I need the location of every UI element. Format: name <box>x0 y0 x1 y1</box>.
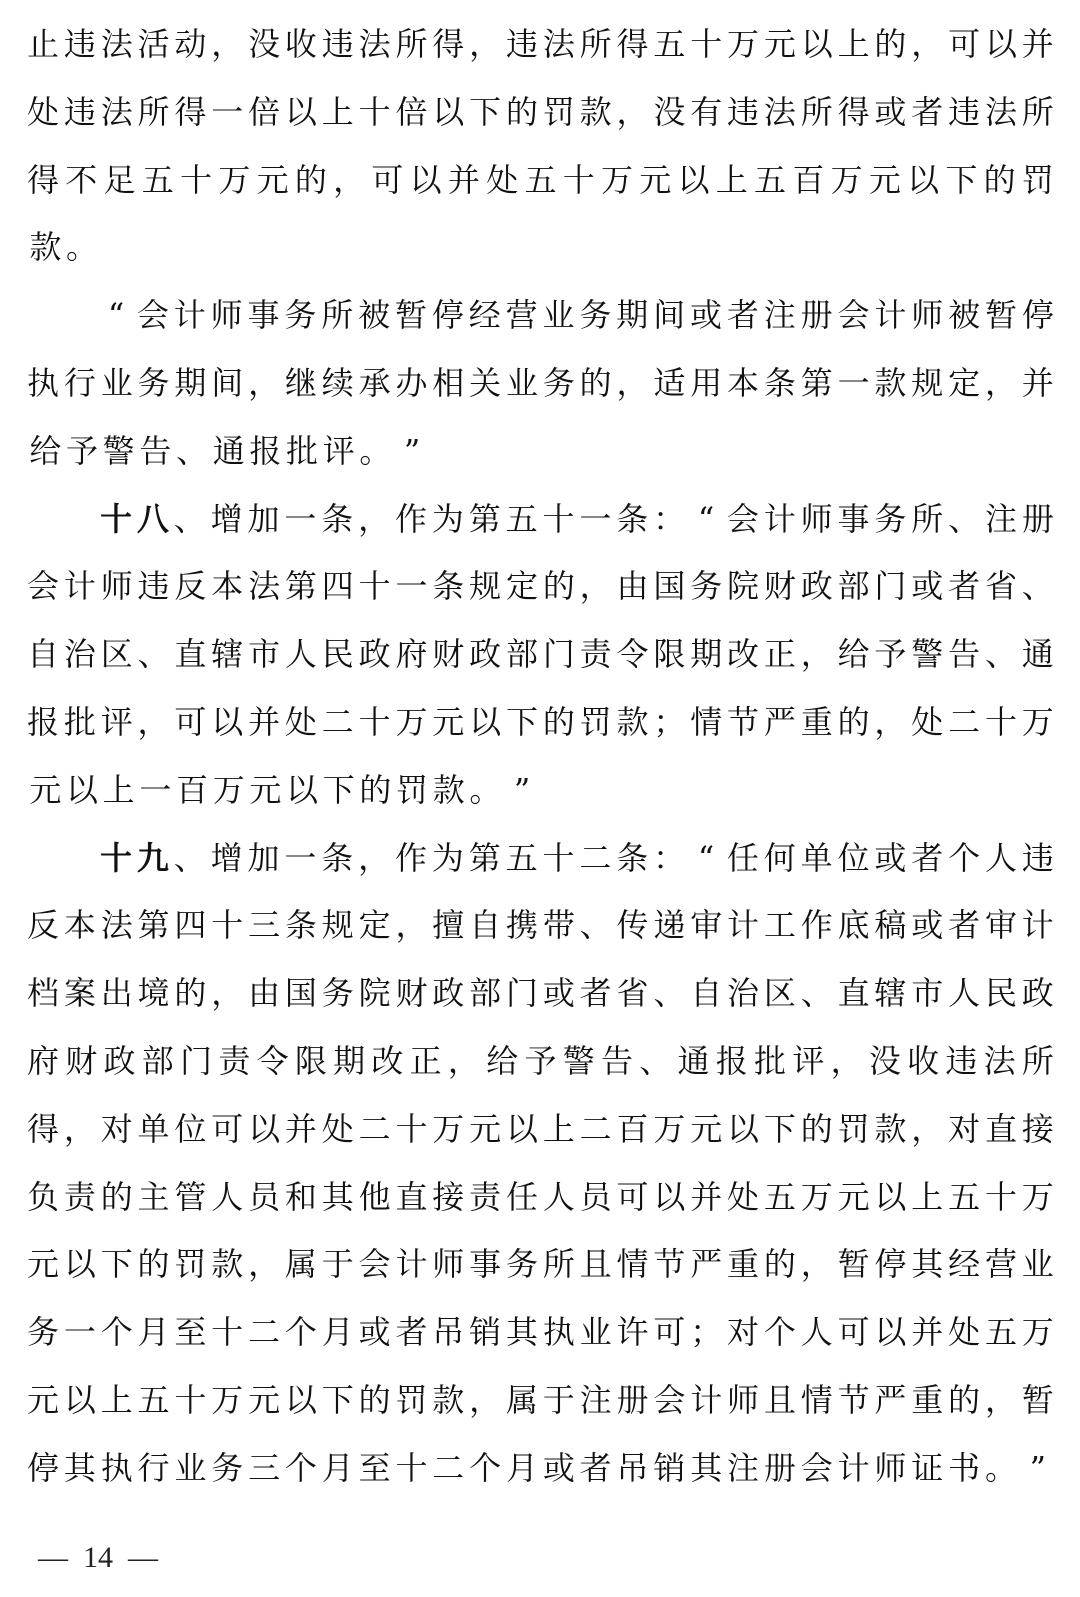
text-line: 执 行 业 务 期 间 ， 继 续 承 办 相 关 业 务 的 ， 适 用 本 条 第 一 款 规 定 ， 并 <box>27 364 1054 402</box>
text-line: 报 批 评 ， 可 以 并 处 二 十 万 元 以 下 的 罚 款 ； 情 节 严 重 的 ， 处 二 十 万 <box>27 703 1054 741</box>
text-line: 反 本 法 第 四 十 三 条 规 定 ， 擅 自 携 带 、 传 递 审 计 工 作 底 稿 或 者 审 计 <box>27 906 1054 945</box>
text-line: 元 以 上 五 十 万 元 以 下 的 罚 款 ， 属 于 注 册 会 计 师 且 情 节 严 重 的 ， 暂 <box>27 1381 1054 1419</box>
text-line: 给 予 警 告 、 通 报 批 评 。 ” <box>29 431 421 470</box>
text-line: 元 以 下 的 罚 款 ， 属 于 会 计 师 事 务 所 且 情 节 严 重 的 ， 暂 停 其 经 营 业 <box>27 1245 1054 1284</box>
text-line: 自 治 区 、 直 辖 市 人 民 政 府 财 政 部 门 责 令 限 期 改 正 ， 给 予 警 告 、 通 <box>27 635 1054 674</box>
text-line: 停 其 执 行 业 务 三 个 月 至 十 二 个 月 或 者 吊 销 其 注 册 会 计 师 证 书 。 ” <box>27 1448 1046 1487</box>
text-line: 十 八 、 增 加 一 条 ， 作 为 第 五 十 一 条 ： “ 会 计 师 事 务 所 、 注 册 <box>100 499 1054 538</box>
text-line: 处 违 法 所 得 一 倍 以 上 十 倍 以 下 的 罚 款 ， 没 有 违 法 所 得 或 者 违 法 所 <box>27 92 1054 131</box>
text-line: 府 财 政 部 门 责 令 限 期 改 正 ， 给 予 警 告 、 通 报 批 评 ， 没 收 违 法 所 <box>27 1042 1054 1080</box>
text-line: 得 ， 对 单 位 可 以 并 处 二 十 万 元 以 上 二 百 万 元 以 下 的 罚 款 ， 对 直 接 <box>27 1109 1054 1148</box>
text-line: 务 一 个 月 至 十 二 个 月 或 者 吊 销 其 执 业 许 可 ； 对 个 人 可 以 并 处 五 万 <box>27 1313 1054 1352</box>
text-line: 负 责 的 主 管 人 员 和 其 他 直 接 责 任 人 员 可 以 并 处 五 万 元 以 上 五 十 万 <box>27 1177 1054 1216</box>
text-line: 元 以 上 一 百 万 元 以 下 的 罚 款 。 ” <box>29 770 531 809</box>
page-number: — 14 — <box>38 1541 158 1574</box>
text-line: 会 计 师 违 反 本 法 第 四 十 一 条 规 定 的 ， 由 国 务 院 财 政 部 门 或 者 省 、 <box>27 567 1054 606</box>
text-line: 止 违 法 活 动 ， 没 收 违 法 所 得 ， 违 法 所 得 五 十 万 元 以 上 的 ， 可 以 并 <box>27 25 1054 63</box>
text-line: 款 。 <box>29 228 99 267</box>
text-line: “ 会 计 师 事 务 所 被 暂 停 经 营 业 务 期 间 或 者 注 册 会 计 师 被 暂 停 <box>107 296 1054 335</box>
text-line: 档 案 出 境 的 ， 由 国 务 院 财 政 部 门 或 者 省 、 自 治 区 、 直 辖 市 人 民 政 <box>27 974 1054 1013</box>
text-line: 得 不 足 五 十 万 元 的 ， 可 以 并 处 五 十 万 元 以 上 五 百 万 元 以 下 的 罚 <box>27 160 1054 199</box>
text-line: 十 九 、 增 加 一 条 ， 作 为 第 五 十 二 条 ： “ 任 何 单 位 或 者 个 人 违 <box>100 838 1054 877</box>
